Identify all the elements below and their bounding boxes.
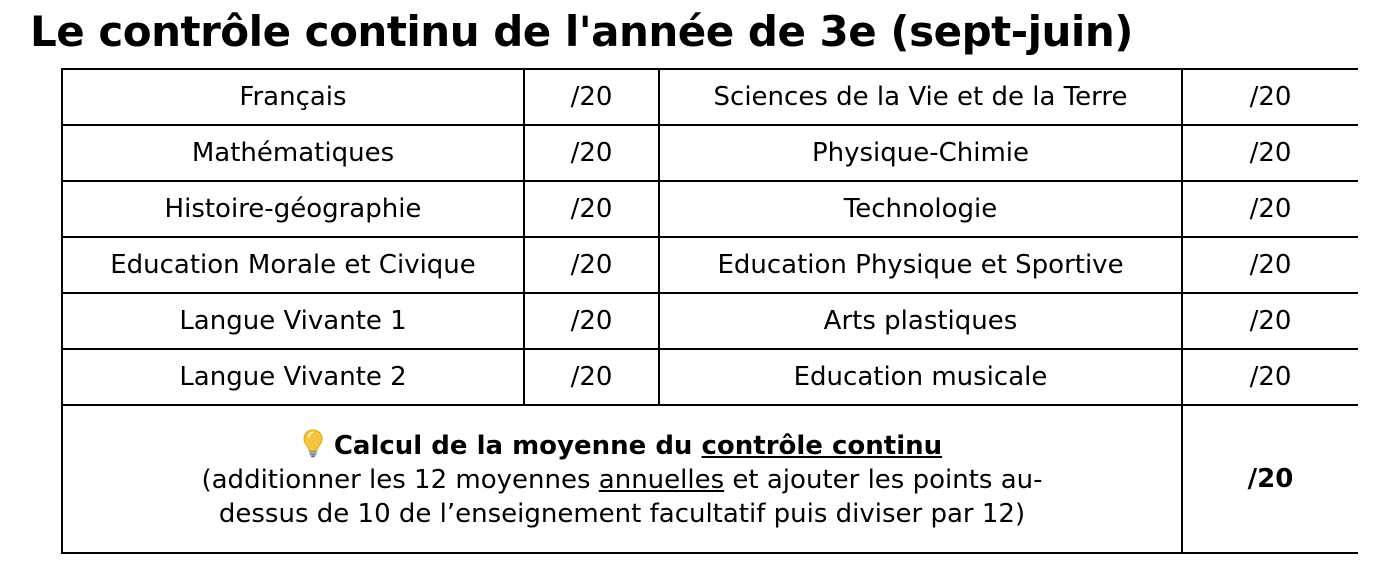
grades-table: [61, 68, 1358, 554]
average-instruction-line: [63, 463, 1181, 497]
table-row: [62, 293, 1358, 349]
score-cell: /20: [524, 181, 659, 237]
subject-cell: Langue Vivante 1: [62, 293, 524, 349]
score-cell: /20: [1182, 349, 1358, 405]
average-row: [62, 405, 1358, 553]
average-explanation: [62, 405, 1182, 553]
subject-cell: Histoire-géographie: [62, 181, 524, 237]
table-row: [62, 349, 1358, 405]
score-cell: /20: [524, 293, 659, 349]
subject-cell: Physique-Chimie: [659, 125, 1182, 181]
score-cell: /20: [524, 125, 659, 181]
subject-cell: Education musicale: [659, 349, 1182, 405]
score-cell: /20: [524, 69, 659, 125]
light-bulb-icon: [302, 428, 324, 458]
score-cell: /20: [1182, 69, 1358, 125]
subject-cell: Technologie: [659, 181, 1182, 237]
instruction-prefix: (additionner les 12 moyennes: [201, 464, 599, 495]
subject-cell: Langue Vivante 2: [62, 349, 524, 405]
score-cell: /20: [524, 349, 659, 405]
subject-cell: Mathématiques: [62, 125, 524, 181]
average-title-underlined: contrôle continu: [701, 430, 943, 461]
average-instruction-line-end: dessus de 10 de l’enseignement facultatif puis diviser par 12): [218, 498, 1026, 529]
table-row: [62, 69, 1358, 125]
instruction-suffix: et ajouter les points au-: [724, 464, 1043, 495]
table-row: [62, 125, 1358, 181]
subject-cell: Education Physique et Sportive: [659, 237, 1182, 293]
subject-cell: Arts plastiques: [659, 293, 1182, 349]
table-row: [62, 237, 1358, 293]
average-title-prefix: Calcul de la moyenne du: [333, 430, 702, 461]
score-cell: /20: [1182, 181, 1358, 237]
instruction-underlined: annuelles: [598, 464, 725, 495]
score-cell: /20: [1182, 293, 1358, 349]
table-row: [62, 181, 1358, 237]
page-title: Le contrôle continu de l'année de 3e (sept-juin): [30, 7, 1133, 56]
average-title: [63, 428, 1181, 463]
average-score-cell: /20: [1182, 405, 1358, 553]
subject-cell: Education Morale et Civique: [62, 237, 524, 293]
score-cell: /20: [1182, 237, 1358, 293]
score-cell: /20: [524, 237, 659, 293]
score-cell: /20: [1182, 125, 1358, 181]
subject-cell: Sciences de la Vie et de la Terre: [659, 69, 1182, 125]
subject-cell: Français: [62, 69, 524, 125]
